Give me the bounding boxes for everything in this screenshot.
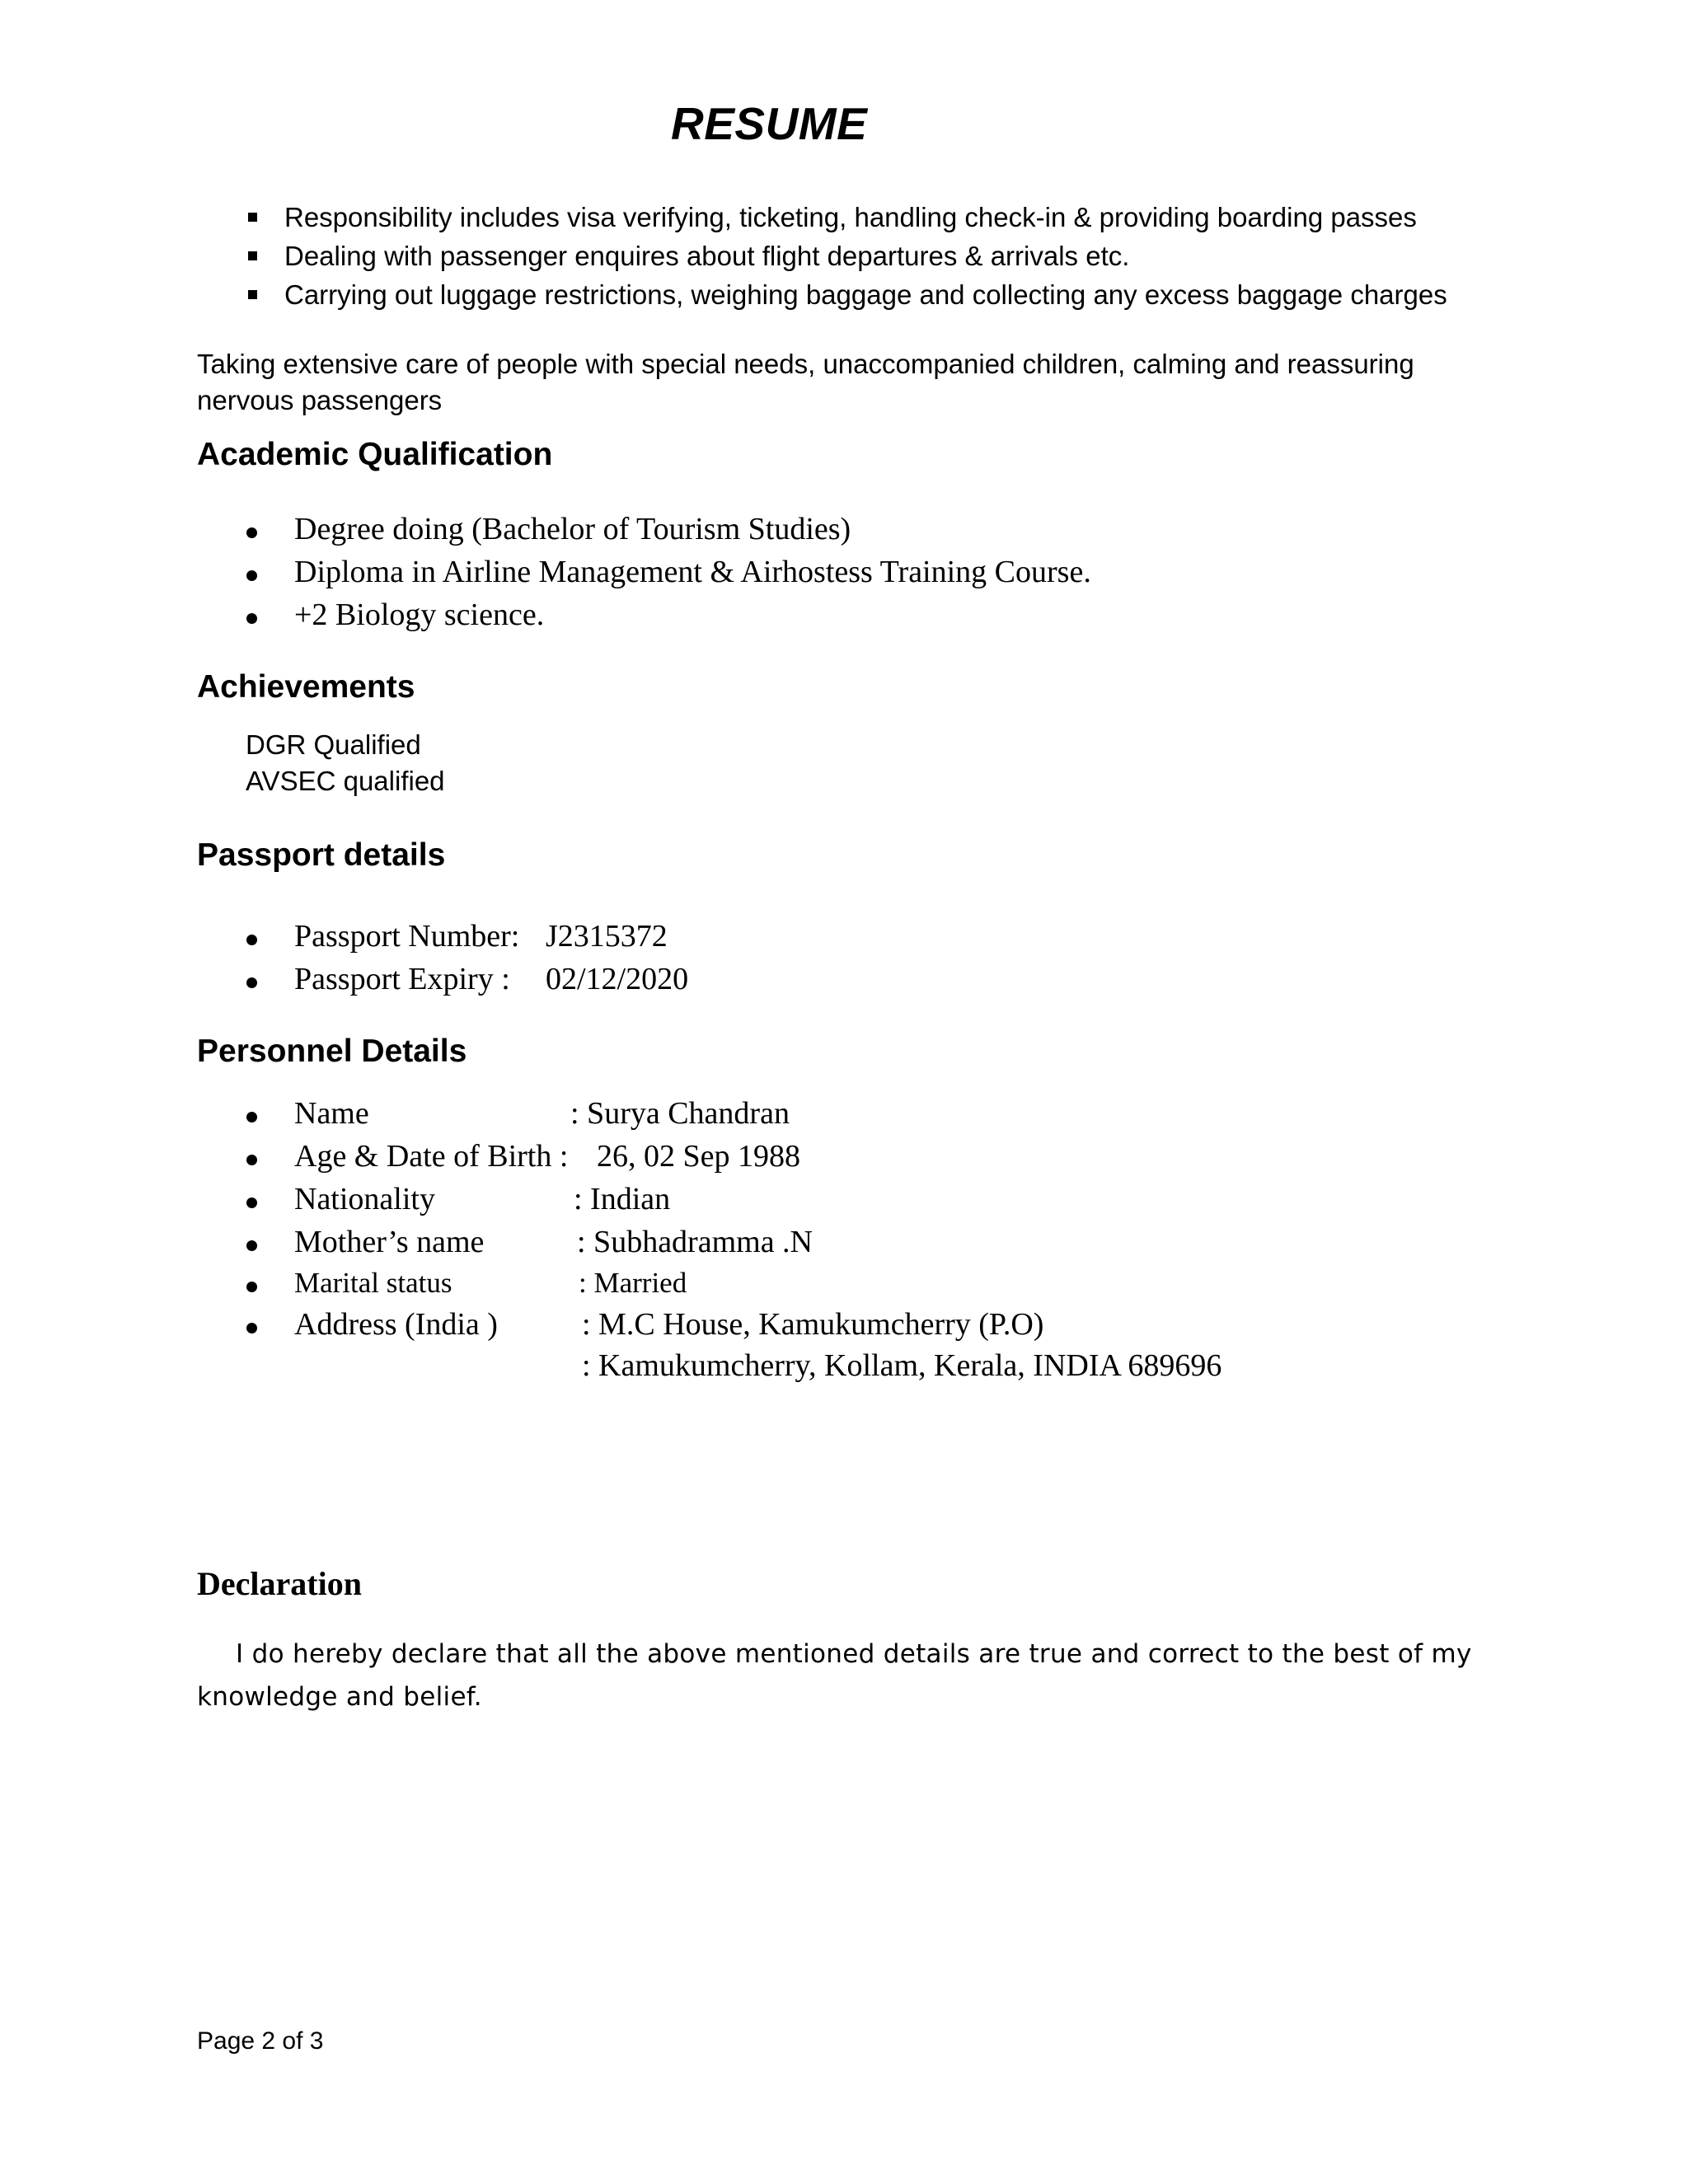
academic-item: Degree doing (Bachelor of Tourism Studies) — [294, 512, 851, 546]
bullet-icon — [246, 1282, 257, 1292]
duty-item: Carrying out luggage restrictions, weighing baggage and collecting any excess baggage charges — [284, 279, 1447, 310]
bullet-icon — [246, 1155, 257, 1165]
care-paragraph-line: nervous passengers — [197, 385, 443, 415]
mother-name-value: : Subhadramma .N — [577, 1225, 814, 1259]
bullet-icon — [246, 1112, 257, 1122]
bullet-icon — [246, 1240, 257, 1251]
declaration-text-line: knowledge and belief. — [197, 1682, 482, 1712]
passport-expiry-value: 02/12/2020 — [546, 962, 689, 996]
passport-heading: Passport details — [197, 837, 446, 873]
marital-status-label: Marital status — [294, 1267, 452, 1299]
declaration-text-line: I do hereby declare that all the above mentioned details are true and correct to the best of my — [236, 1639, 1472, 1669]
square-bullet-icon — [248, 290, 257, 299]
duty-item: Responsibility includes visa verifying, ticketing, handling check-in & providing boarding passes — [284, 202, 1417, 232]
passport-expiry-label: Passport Expiry : — [294, 962, 510, 996]
declaration-heading: Declaration — [197, 1565, 362, 1602]
age-value: 26, 02 Sep 1988 — [597, 1139, 800, 1174]
bullet-icon — [246, 527, 257, 538]
nationality-value: : Indian — [574, 1182, 671, 1216]
name-value: : Surya Chandran — [570, 1096, 790, 1131]
achievement-item: DGR Qualified — [246, 729, 421, 760]
page-title: RESUME — [671, 98, 868, 149]
achievement-item: AVSEC qualified — [246, 766, 445, 796]
address-line: : M.C House, Kamukumcherry (P.O) — [582, 1307, 1044, 1342]
duty-item: Dealing with passenger enquires about flight departures & arrivals etc. — [284, 241, 1130, 271]
bullet-icon — [246, 570, 257, 581]
personnel-heading: Personnel Details — [197, 1033, 467, 1069]
passport-number-label: Passport Number: — [294, 919, 520, 954]
passport-number-value: J2315372 — [546, 919, 668, 954]
age-label: Age & Date of Birth : — [294, 1139, 569, 1174]
bullet-icon — [246, 977, 257, 988]
address-label: Address (India ) — [294, 1307, 498, 1342]
bullet-icon — [246, 1323, 257, 1333]
care-paragraph-line: Taking extensive care of people with special needs, unaccompanied children, calming and reassuring — [197, 349, 1414, 379]
page-number: Page 2 of 3 — [197, 2027, 324, 2055]
nationality-label: Nationality — [294, 1182, 435, 1216]
academic-heading: Academic Qualification — [197, 437, 553, 472]
academic-item: +2 Biology science. — [294, 598, 545, 632]
marital-status-value: : Married — [579, 1267, 687, 1299]
academic-item: Diploma in Airline Management & Airhostess Training Course. — [294, 555, 1091, 589]
bullet-icon — [246, 1197, 257, 1208]
achievements-heading: Achievements — [197, 669, 415, 705]
name-label: Name — [294, 1096, 369, 1131]
square-bullet-icon — [248, 213, 257, 222]
address-line: : Kamukumcherry, Kollam, Kerala, INDIA 689696 — [582, 1348, 1222, 1383]
square-bullet-icon — [248, 251, 257, 260]
bullet-icon — [246, 935, 257, 945]
bullet-icon — [246, 613, 257, 624]
mother-name-label: Mother’s name — [294, 1225, 485, 1259]
